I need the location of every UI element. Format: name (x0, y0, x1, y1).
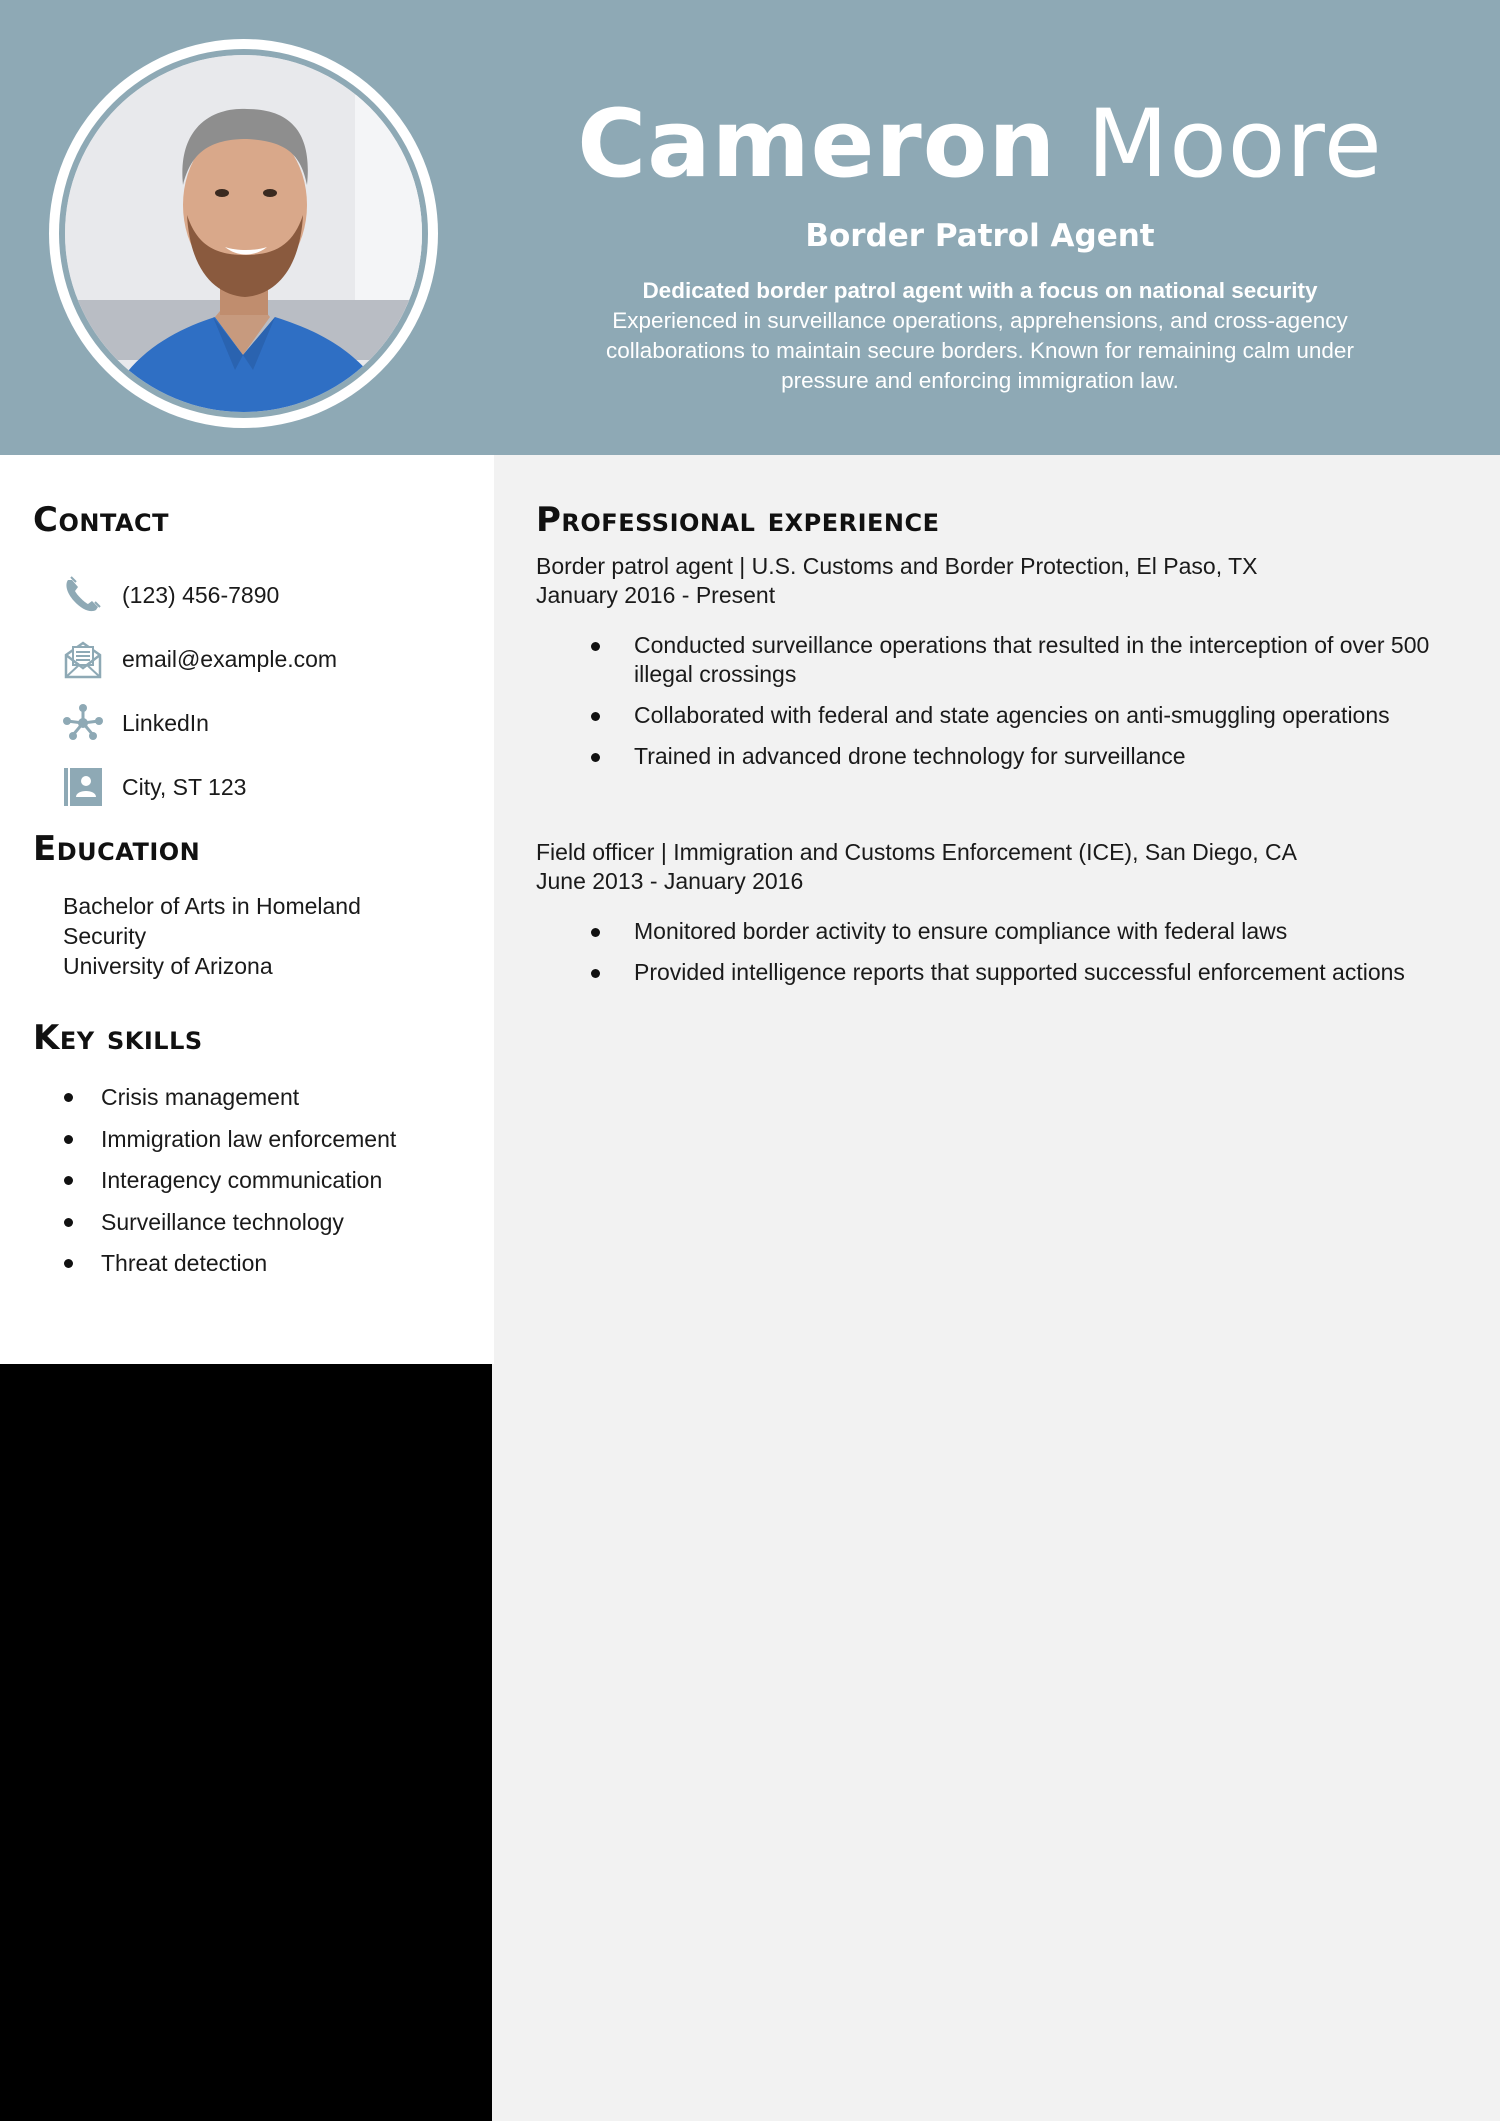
job-entry (536, 838, 1466, 999)
main-content (494, 455, 1500, 2121)
job-bullets (591, 917, 1466, 987)
job-role: Field officer | Immigration and Customs Enforcement (ICE), San Diego, CA (536, 839, 1298, 865)
envelope-icon (62, 638, 104, 680)
bullet-icon (64, 1218, 73, 1227)
skill-item: Immigration law enforcement (63, 1119, 396, 1161)
contact-list (62, 563, 337, 819)
job-bullet: Provided intelligence reports that supported successful enforcement actions (591, 958, 1461, 987)
skill-item: Interagency communication (63, 1160, 396, 1202)
first-name: Cameron (577, 90, 1057, 199)
candidate-name (560, 80, 1400, 210)
job-bullet: Conducted surveillance operations that resulted in the interception of over 500 illegal crossings (591, 631, 1461, 689)
email-address[interactable]: email@example.com (122, 645, 338, 672)
network-icon (62, 702, 104, 744)
linkedin-link[interactable]: LinkedIn (122, 709, 209, 736)
bullet-icon (591, 642, 600, 651)
profile-photo (65, 55, 422, 412)
bullet-icon (591, 712, 600, 721)
contact-email (62, 627, 337, 691)
skills-heading: Key skills (33, 1018, 203, 1058)
address-book-icon (62, 766, 104, 808)
experience-heading: Professional experience (536, 500, 940, 540)
education-entry (63, 891, 393, 981)
job-dates: June 2013 - January 2016 (536, 868, 804, 894)
job-title: Border Patrol Agent (805, 218, 1155, 254)
header-text (560, 80, 1400, 396)
skills-list (63, 1077, 396, 1285)
person-portrait-icon (65, 55, 422, 412)
sidebar (0, 455, 494, 1364)
bullet-icon (591, 969, 600, 978)
job-bullet: Monitored border activity to ensure compliance with federal laws (591, 917, 1461, 946)
profile-photo-frame (49, 39, 438, 428)
phone-number[interactable]: (123) 456-7890 (122, 581, 280, 608)
contact-phone (62, 563, 337, 627)
contact-linkedin (62, 691, 337, 755)
professional-summary (560, 276, 1400, 396)
bullet-icon (591, 928, 600, 937)
job-bullet: Collaborated with federal and state agencies on anti-smuggling operations (591, 701, 1461, 730)
last-name: Moore (1087, 90, 1383, 199)
education-heading: Education (33, 829, 201, 869)
resume-header (0, 0, 1500, 455)
job-role: Border patrol agent | U.S. Customs and Border Protection, El Paso, TX (536, 553, 1258, 579)
job-entry (536, 552, 1466, 783)
contact-address (62, 755, 337, 819)
phone-icon (62, 574, 104, 616)
summary-lead: Dedicated border patrol agent with a focus on national security (642, 278, 1318, 303)
bullet-icon (591, 753, 600, 762)
bullet-icon (64, 1176, 73, 1185)
summary-body: Experienced in surveillance operations, apprehensions, and cross-agency collaborations to maintain secure borders. Known for remaining calm under pressure and enforcing immigration law. (606, 308, 1354, 393)
contact-heading: Contact (33, 500, 170, 540)
location: City, ST 123 (122, 773, 247, 800)
bullet-icon (64, 1093, 73, 1102)
degree: Bachelor of Arts in Homeland Security (63, 893, 361, 949)
bullet-icon (64, 1259, 73, 1268)
job-bullets (591, 631, 1466, 771)
bullet-icon (64, 1135, 73, 1144)
skill-item: Crisis management (63, 1077, 396, 1119)
skill-item: Surveillance technology (63, 1202, 396, 1244)
job-bullet: Trained in advanced drone technology for surveillance (591, 742, 1461, 771)
school: University of Arizona (63, 953, 273, 979)
sidebar-bottom-block (0, 1364, 492, 2121)
job-dates: January 2016 - Present (536, 582, 776, 608)
skill-item: Threat detection (63, 1243, 396, 1285)
